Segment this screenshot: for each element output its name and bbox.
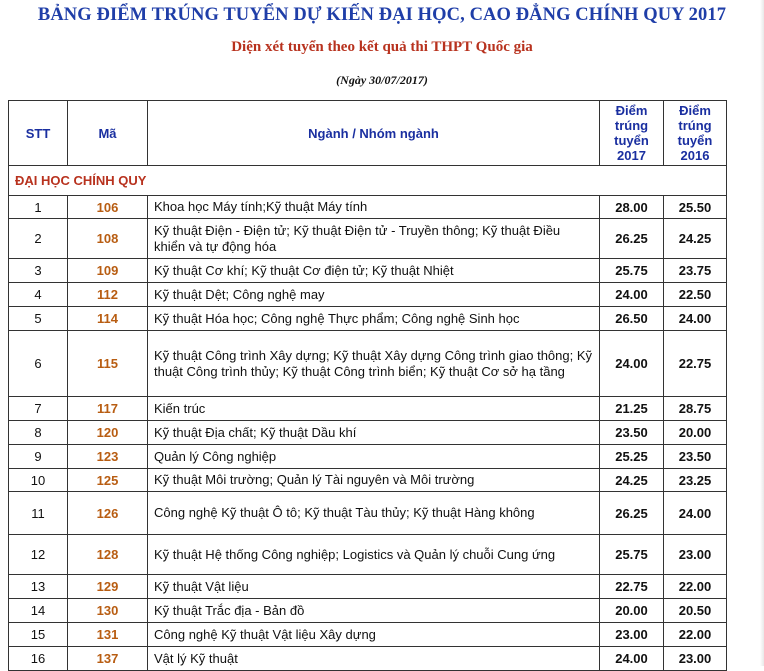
cell-stt: 4 xyxy=(9,283,68,307)
cell-stt: 16 xyxy=(9,647,68,671)
cell-diem-2016: 20.50 xyxy=(664,599,727,623)
table-row xyxy=(9,647,727,671)
cell-ma: 126 xyxy=(68,492,148,535)
cell-nganh: Kỹ thuật Địa chất; Kỹ thuật Dầu khí xyxy=(148,421,600,445)
cell-ma: 120 xyxy=(68,421,148,445)
cell-diem-2017: 25.75 xyxy=(600,259,664,283)
cell-stt: 1 xyxy=(9,196,68,219)
table-row xyxy=(9,492,727,535)
cell-nganh: Kỹ thuật Vật liệu xyxy=(148,575,600,599)
table-row xyxy=(9,283,727,307)
cell-ma: 114 xyxy=(68,307,148,331)
cell-stt: 10 xyxy=(9,469,68,492)
cell-ma: 130 xyxy=(68,599,148,623)
cell-diem-2017: 28.00 xyxy=(600,196,664,219)
cell-diem-2016: 25.50 xyxy=(664,196,727,219)
cell-nganh: Công nghệ Kỹ thuật Ô tô; Kỹ thuật Tàu thủy; Kỹ thuật Hàng không xyxy=(148,492,600,535)
cell-diem-2016: 23.75 xyxy=(664,259,727,283)
cell-stt: 15 xyxy=(9,623,68,647)
table-row xyxy=(9,599,727,623)
cell-stt: 8 xyxy=(9,421,68,445)
cell-diem-2016: 22.00 xyxy=(664,575,727,599)
cell-ma: 123 xyxy=(68,445,148,469)
cell-nganh: Vật lý Kỹ thuật xyxy=(148,647,600,671)
cell-nganh: Kỹ thuật Môi trường; Quản lý Tài nguyên và Môi trường xyxy=(148,469,600,492)
cell-ma: 129 xyxy=(68,575,148,599)
cell-ma: 128 xyxy=(68,535,148,575)
cell-diem-2016: 23.25 xyxy=(664,469,727,492)
cell-stt: 12 xyxy=(9,535,68,575)
table-row xyxy=(9,307,727,331)
cell-nganh: Quản lý Công nghiệp xyxy=(148,445,600,469)
cell-diem-2017: 21.25 xyxy=(600,397,664,421)
section-title: ĐẠI HỌC CHÍNH QUY xyxy=(9,166,727,196)
cell-diem-2016: 24.25 xyxy=(664,219,727,259)
cell-ma: 137 xyxy=(68,647,148,671)
cell-stt: 6 xyxy=(9,331,68,397)
column-header-diem-2017: Điểm trúng tuyển 2017 xyxy=(600,101,664,166)
column-header-nganh: Ngành / Nhóm ngành xyxy=(148,101,600,166)
cell-diem-2016: 22.00 xyxy=(664,623,727,647)
cell-diem-2017: 20.00 xyxy=(600,599,664,623)
table-row xyxy=(9,331,727,397)
cell-ma: 109 xyxy=(68,259,148,283)
column-header-ma: Mã xyxy=(68,101,148,166)
cell-diem-2016: 20.00 xyxy=(664,421,727,445)
cell-diem-2017: 26.25 xyxy=(600,492,664,535)
cell-diem-2017: 24.00 xyxy=(600,331,664,397)
cell-stt: 7 xyxy=(9,397,68,421)
cell-stt: 3 xyxy=(9,259,68,283)
cell-diem-2017: 24.00 xyxy=(600,283,664,307)
cell-diem-2016: 24.00 xyxy=(664,307,727,331)
table-row xyxy=(9,575,727,599)
page-subtitle: Diện xét tuyển theo kết quả thi THPT Quốc gia xyxy=(231,39,533,55)
section-row xyxy=(9,166,727,196)
cell-nganh: Kỹ thuật Trắc địa - Bản đồ xyxy=(148,599,600,623)
cell-diem-2016: 22.75 xyxy=(664,331,727,397)
cell-ma: 131 xyxy=(68,623,148,647)
cell-diem-2017: 23.50 xyxy=(600,421,664,445)
cell-nganh: Công nghệ Kỹ thuật Vật liệu Xây dựng xyxy=(148,623,600,647)
cell-diem-2017: 26.50 xyxy=(600,307,664,331)
cell-ma: 108 xyxy=(68,219,148,259)
window-edge xyxy=(760,0,764,666)
table-row xyxy=(9,445,727,469)
cell-diem-2017: 22.75 xyxy=(600,575,664,599)
table-row xyxy=(9,469,727,492)
cell-diem-2017: 25.75 xyxy=(600,535,664,575)
page-date: (Ngày 30/07/2017) xyxy=(336,73,428,87)
cell-stt: 11 xyxy=(9,492,68,535)
cell-stt: 5 xyxy=(9,307,68,331)
table-header-row xyxy=(9,101,727,166)
admission-score-table xyxy=(8,100,727,671)
table-row xyxy=(9,421,727,445)
cell-diem-2016: 28.75 xyxy=(664,397,727,421)
table-row xyxy=(9,535,727,575)
cell-stt: 14 xyxy=(9,599,68,623)
cell-stt: 13 xyxy=(9,575,68,599)
cell-diem-2016: 22.50 xyxy=(664,283,727,307)
cell-diem-2017: 23.00 xyxy=(600,623,664,647)
cell-ma: 106 xyxy=(68,196,148,219)
table-row xyxy=(9,219,727,259)
cell-stt: 2 xyxy=(9,219,68,259)
table-row xyxy=(9,397,727,421)
cell-diem-2017: 25.25 xyxy=(600,445,664,469)
cell-diem-2016: 23.00 xyxy=(664,535,727,575)
column-header-diem-2016: Điểm trúng tuyển 2016 xyxy=(664,101,727,166)
cell-diem-2016: 23.00 xyxy=(664,647,727,671)
cell-diem-2017: 24.25 xyxy=(600,469,664,492)
cell-nganh: Kỹ thuật Hóa học; Công nghệ Thực phẩm; Công nghệ Sinh học xyxy=(148,307,600,331)
cell-diem-2016: 23.50 xyxy=(664,445,727,469)
cell-ma: 125 xyxy=(68,469,148,492)
cell-ma: 112 xyxy=(68,283,148,307)
table-row xyxy=(9,259,727,283)
column-header-stt: STT xyxy=(9,101,68,166)
cell-nganh: Kỹ thuật Dệt; Công nghệ may xyxy=(148,283,600,307)
cell-nganh: Kỹ thuật Hệ thống Công nghiệp; Logistics và Quản lý chuỗi Cung ứng xyxy=(148,535,600,575)
cell-diem-2017: 26.25 xyxy=(600,219,664,259)
cell-nganh: Kiến trúc xyxy=(148,397,600,421)
cell-ma: 117 xyxy=(68,397,148,421)
table-row xyxy=(9,196,727,219)
cell-nganh: Khoa học Máy tính;Kỹ thuật Máy tính xyxy=(148,196,600,219)
cell-nganh: Kỹ thuật Điện - Điện tử; Kỹ thuật Điện tử - Truyền thông; Kỹ thuật Điều khiển và tự động hóa xyxy=(148,219,600,259)
cell-diem-2017: 24.00 xyxy=(600,647,664,671)
cell-nganh: Kỹ thuật Công trình Xây dựng; Kỹ thuật Xây dựng Công trình giao thông; Kỹ thuật Công trình thủy; Kỹ thuật Công trình biển; Kỹ thuật Cơ sở hạ tầng xyxy=(148,331,600,397)
cell-stt: 9 xyxy=(9,445,68,469)
table-row xyxy=(9,623,727,647)
page-title: BẢNG ĐIỂM TRÚNG TUYỂN DỰ KIẾN ĐẠI HỌC, CAO ĐẲNG CHÍNH QUY 2017 xyxy=(37,5,727,25)
cell-nganh: Kỹ thuật Cơ khí; Kỹ thuật Cơ điện tử; Kỹ thuật Nhiệt xyxy=(148,259,600,283)
cell-diem-2016: 24.00 xyxy=(664,492,727,535)
cell-ma: 115 xyxy=(68,331,148,397)
